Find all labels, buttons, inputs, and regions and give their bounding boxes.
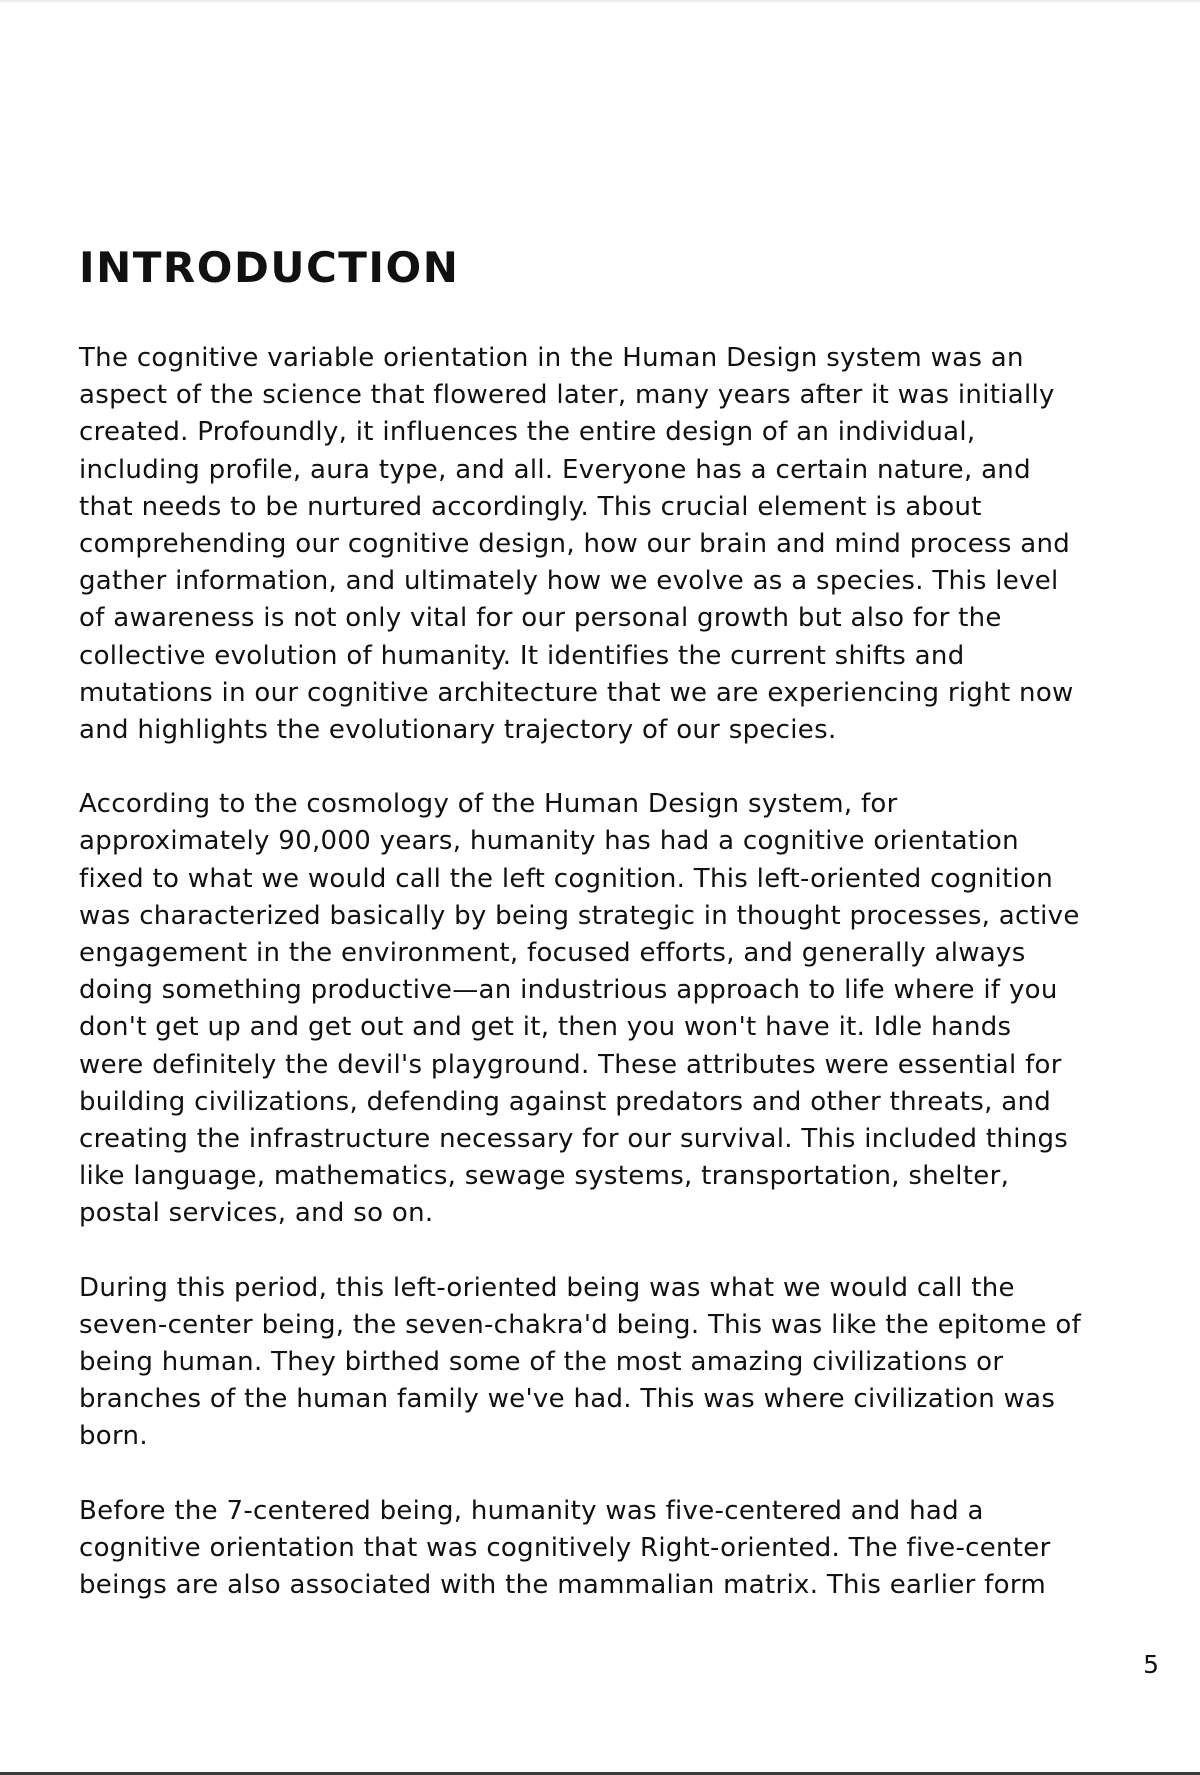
text-line: During this period, this left-oriented being was what we would call the <box>79 1272 1015 1303</box>
text-line: and highlights the evolutionary trajectory of our species. <box>79 715 837 746</box>
text-line: comprehending our cognitive design, how our brain and mind process and <box>79 529 1071 560</box>
text-line: seven-center being, the seven-chakra'd being. This was like the epitome of <box>79 1309 1082 1340</box>
text-line: creating the infrastructure necessary for our survival. This included things <box>79 1124 1069 1155</box>
text-line: were definitely the devil's playground. These attributes were essential for <box>79 1049 1062 1080</box>
page-content <box>79 240 1159 1641</box>
text-line: building civilizations, defending against predators and other threats, and <box>79 1086 1052 1117</box>
text-line: gather information, and ultimately how we evolve as a species. This level <box>79 566 1059 597</box>
text-line: cognitive orientation that was cognitively Right-oriented. The five-center <box>79 1532 1051 1563</box>
text-line: created. Profoundly, it influences the entire design of an individual, <box>79 417 976 448</box>
body-text <box>79 340 1159 1604</box>
text-line: Before the 7-centered being, humanity was five-centered and had a <box>79 1495 984 1526</box>
paragraph-3 <box>79 1270 1159 1456</box>
paragraph-1 <box>79 340 1159 749</box>
text-line: don't get up and get out and get it, then you won't have it. Idle hands <box>79 1012 1012 1043</box>
text-line: engagement in the environment, focused efforts, and generally always <box>79 938 1026 969</box>
text-line: fixed to what we would call the left cognition. This left-oriented cognition <box>79 863 1054 894</box>
text-line: The cognitive variable orientation in the Human Design system was an <box>79 343 1024 373</box>
text-line: approximately 90,000 years, humanity has had a cognitive orientation <box>79 826 1019 857</box>
paragraph-2 <box>79 786 1159 1232</box>
text-line: doing something productive—an industrious approach to life where if you <box>79 975 1058 1006</box>
text-line: of awareness is not only vital for our personal growth but also for the <box>79 603 1002 634</box>
text-line: being human. They birthed some of the most amazing civilizations or <box>79 1347 1004 1378</box>
text-line: branches of the human family we've had. This was where civilization was <box>79 1384 1056 1415</box>
text-line: including profile, aura type, and all. Everyone has a certain nature, and <box>79 454 1031 485</box>
text-line: According to the cosmology of the Human Design system, for <box>79 789 898 820</box>
text-line: collective evolution of humanity. It identifies the current shifts and <box>79 640 965 671</box>
text-line: mutations in our cognitive architecture that we are experiencing right now <box>79 677 1074 708</box>
text-line: that needs to be nurtured accordingly. This crucial element is about <box>79 491 982 522</box>
page-title: INTRODUCTION <box>79 243 460 292</box>
text-line: beings are also associated with the mammalian matrix. This earlier form <box>79 1570 1046 1601</box>
text-line: born. <box>79 1421 148 1452</box>
text-line: aspect of the science that flowered later, many years after it was initially <box>79 380 1055 411</box>
page-number: 5 <box>1143 1650 1159 1679</box>
page-top-edge <box>0 0 1200 3</box>
text-line: like language, mathematics, sewage systems, transportation, shelter, <box>79 1161 1010 1192</box>
text-line: postal services, and so on. <box>79 1198 434 1229</box>
paragraph-4 <box>79 1493 1159 1605</box>
text-line: was characterized basically by being strategic in thought processes, active <box>79 900 1080 931</box>
